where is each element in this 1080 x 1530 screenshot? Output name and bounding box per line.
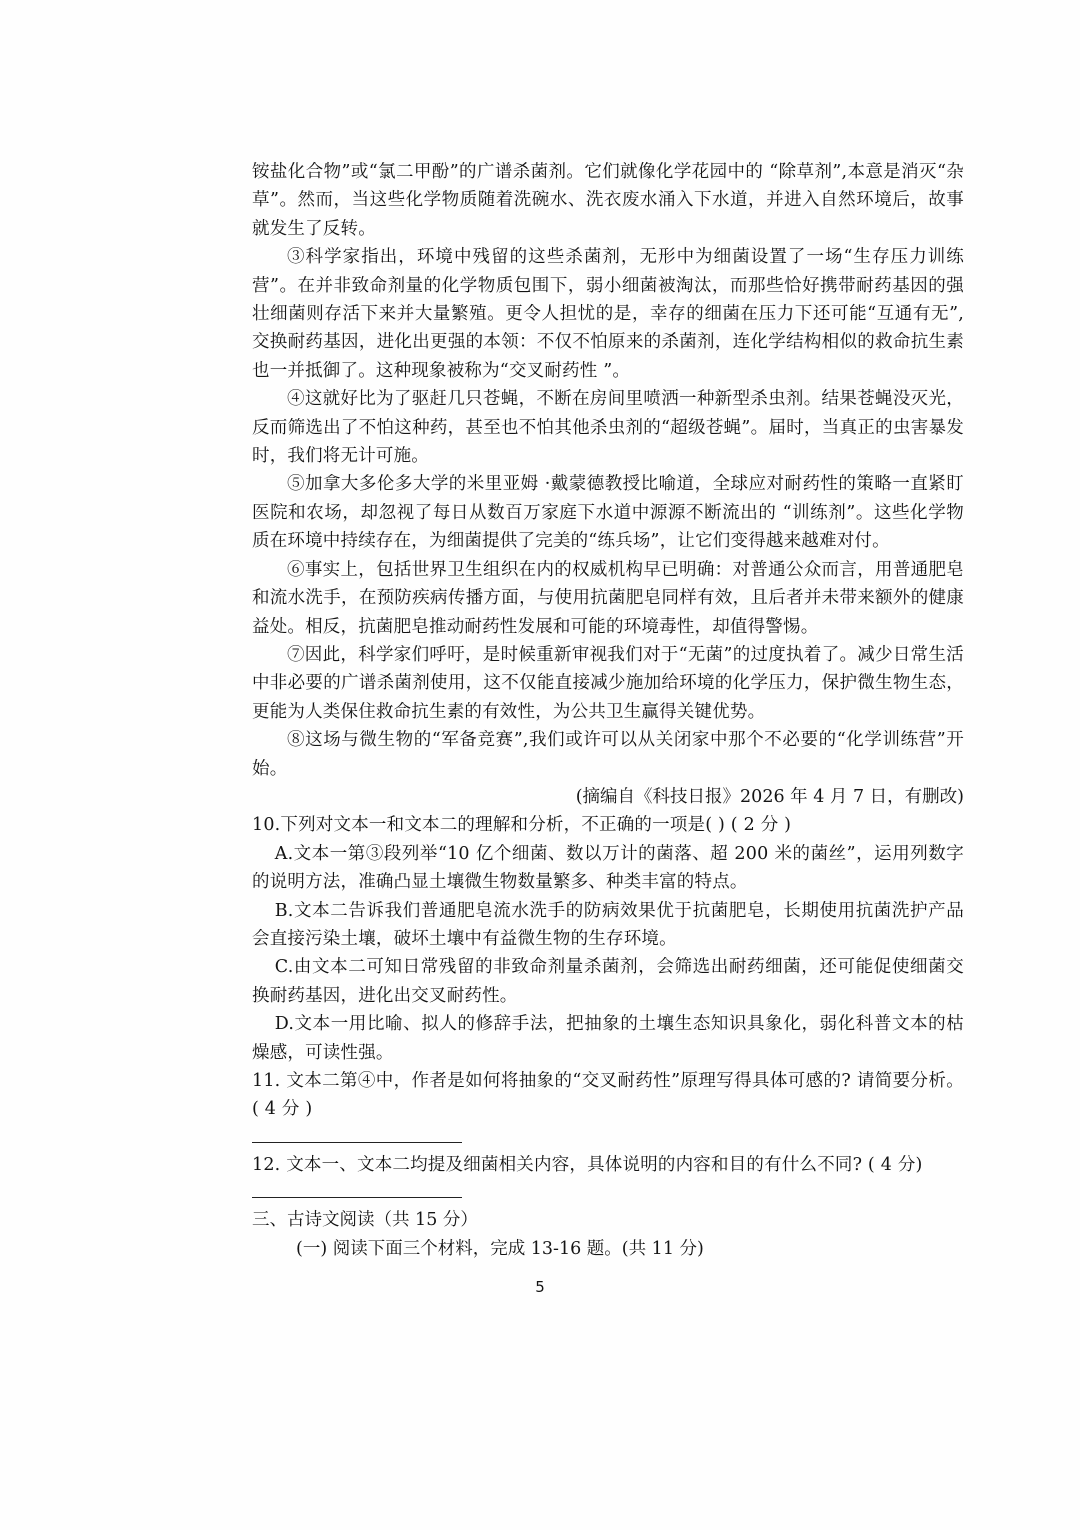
question-10-option-a: A.文本一第③段列举“10 亿个细菌、数以万计的菌落、超 200 米的菌丝”，运用列数字的说明方法，准确凸显土壤微生物数量繁多、种类丰富的特点。 (252, 843, 964, 893)
question-12 (252, 1151, 964, 1198)
passage-paragraph-5: ⑤加拿大多伦多大学的米里亚姆 ·戴蒙德教授比喻道，全球应对耐药性的策略一直紧盯医院和农场，却忽视了每日从数百万家庭下水道中源源不断流出的 “训练剂”。这些化学物质在环境中持续存在，为细菌提供了完美的“练兵场”，让它们变得越来越难对付。 (252, 474, 964, 552)
question-10-option-c: C.由文本二可知日常残留的非致命剂量杀菌剂，会筛选出耐药细菌，还可能促使细菌交换耐药基因，进化出交叉耐药性。 (252, 957, 964, 1006)
section-3 (252, 1206, 964, 1263)
reading-passage (252, 158, 964, 811)
section-subtitle: (一) 阅读下面三个材料，完成 13-16 题。(共 11 分) (296, 1238, 704, 1259)
section-title: 三、古诗文阅读（共 15 分） (252, 1210, 478, 1231)
question-10-option-b: B.文本二告诉我们普通肥皂流水洗手的防病效果优于抗菌肥皂，长期使用抗菌洗护产品会直接污染土壤，破坏土壤中有益微生物的生存环境。 (252, 900, 964, 949)
answer-line (252, 1142, 462, 1143)
question-11 (252, 1067, 964, 1143)
question-11-stem: 11. 文本二第④中，作者是如何将抽象的“交叉耐药性”原理写得具体可感的? 请简要分析。( 4 分 ) (252, 1071, 964, 1120)
page-content (252, 158, 964, 1263)
passage-source: (摘编自《科技日报》2026 年 4 月 7 日，有删改) (575, 786, 964, 807)
passage-paragraph-continued: 铵盐化合物”或“氯二甲酚”的广谱杀菌剂。它们就像化学花园中的 “除草剂”,本意是消灭“杂草”。然而，当这些化学物质随着洗碗水、洗衣废水涌入下水道，并进入自然环境后，故事就发生了反转。 (252, 162, 964, 239)
passage-paragraph-8: ⑧这场与微生物的“军备竞赛”,我们或许可以从关闭家中那个不必要的“化学训练营”开始。 (252, 730, 964, 779)
passage-paragraph-4: ④这就好比为了驱赶几只苍蝇，不断在房间里喷洒一种新型杀虫剂。结果苍蝇没灭光，反而筛选出了不怕这种药，甚至也不怕其他杀虫剂的“超级苍蝇”。届时，当真正的虫害暴发时，我们将无计可施。 (252, 389, 964, 467)
passage-paragraph-6: ⑥事实上，包括世界卫生组织在内的权威机构早已明确：对普通公众而言，用普通肥皂和流水洗手，在预防疾病传播方面，与使用抗菌肥皂同样有效，且后者并未带来额外的健康益处。相反，抗菌肥皂推动耐药性发展和可能的环境毒性，却值得警惕。 (252, 559, 964, 637)
question-10 (252, 811, 964, 1067)
question-10-option-d: D.文本一用比喻、拟人的修辞手法，把抽象的土壤生态知识具象化，弱化科普文本的枯燥感，可读性强。 (252, 1014, 964, 1063)
question-12-stem: 12. 文本一、文本二均提及细菌相关内容，具体说明的内容和目的有什么不同? ( 4 分) (252, 1154, 923, 1175)
answer-line (252, 1197, 462, 1198)
passage-paragraph-3: ③科学家指出，环境中残留的这些杀菌剂，无形中为细菌设置了一场“生存压力训练营”。在并非致命剂量的化学物质包围下，弱小细菌被淘汰，而那些恰好携带耐药基因的强壮细菌则存活下来并大量繁殖。更令人担忧的是，幸存的细菌在压力下还可能“互通有无”,交换耐药基因，进化出更强的本领：不仅不怕原来的杀菌剂，连化学结构相似的救命抗生素也一并抵御了。这种现象被称为“交叉耐药性 ”。 (252, 247, 964, 381)
passage-paragraph-7: ⑦因此，科学家们呼吁，是时候重新审视我们对于“无菌”的过度执着了。减少日常生活中非必要的广谱杀菌剂使用，这不仅能直接减少施加给环境的化学压力，保护微生物生态，更能为人类保住救命抗生素的有效性，为公共卫生赢得关键优势。 (252, 644, 964, 722)
question-10-stem: 10.下列对文本一和文本二的理解和分析，不正确的一项是( ) ( 2 分 ) (252, 815, 792, 836)
page-number: 5 (535, 1278, 545, 1296)
